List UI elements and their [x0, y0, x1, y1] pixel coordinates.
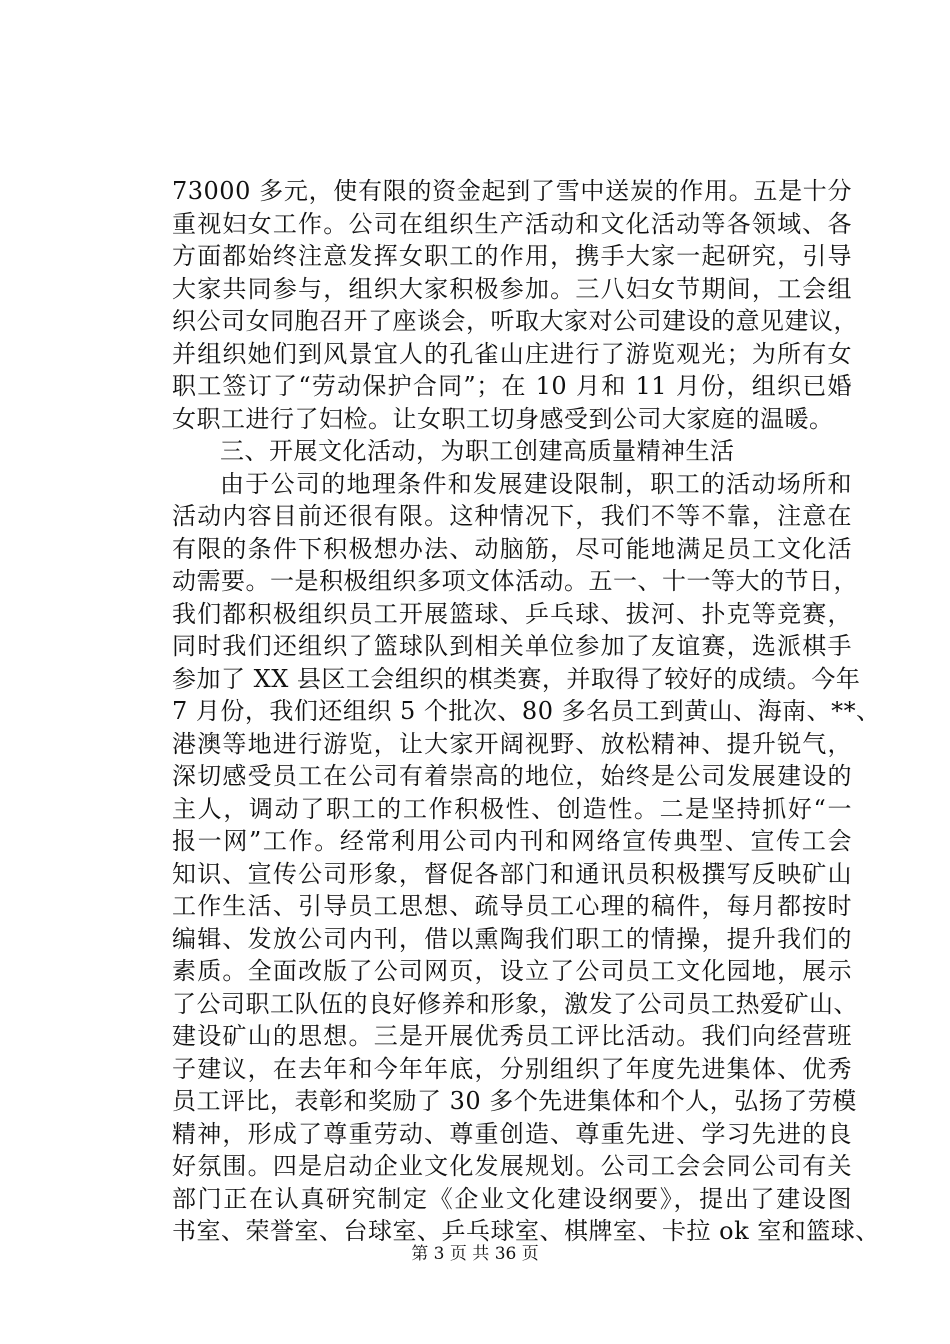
text-line: 三、开展文化活动，为职工创建高质量精神生活	[220, 437, 735, 465]
text-line: 同时我们还组织了篮球队到相关单位参加了友谊赛，选派棋手	[172, 632, 852, 660]
text-line: 有限的条件下积极想办法、动脑筋，尽可能地满足员工文化活	[172, 534, 852, 563]
text-line: 报一网”工作。经常利用公司内刊和网络宣传典型、宣传工会	[172, 827, 852, 855]
text-line: 建设矿山的思想。三是开展优秀员工评比活动。我们向经营班	[172, 1022, 852, 1050]
text-line: 工作生活、引导员工思想、疏导员工心理的稿件，每月都按时	[172, 892, 852, 920]
text-line: 大家共同参与，组织大家积极参加。三八妇女节期间，工会组	[172, 274, 852, 303]
text-line: 女职工进行了妇检。让女职工切身感受到公司大家庭的温暖。	[172, 404, 834, 433]
text-line: 由于公司的地理条件和发展建设限制，职工的活动场所和	[220, 469, 852, 498]
text-line: 方面都始终注意发挥女职工的作用，携手大家一起研究，引导	[172, 242, 852, 270]
text-line: 了公司职工队伍的良好修养和形象，激发了公司员工热爱矿山、	[172, 989, 858, 1018]
text-line: 73000 多元，使有限的资金起到了雪中送炭的作用。五是十分	[172, 177, 852, 205]
document-body	[172, 175, 881, 1248]
text-line: 参加了 XX 县区工会组织的棋类赛，并取得了较好的成绩。今年	[172, 664, 861, 693]
text-line: 7 月份，我们还组织 5 个批次、80 多名员工到黄山、海南、**、	[172, 697, 881, 725]
text-line: 职工签订了“劳动保护合同”；在 10 月和 11 月份，组织已婚	[172, 372, 852, 400]
text-line: 好氛围。四是启动企业文化发展规划。公司工会会同公司有关	[172, 1152, 852, 1180]
text-line: 员工评比，表彰和奖励了 30 多个先进集体和个人，弘扬了劳模	[172, 1087, 857, 1115]
text-line: 子建议，在去年和今年年底，分别组织了年度先进集体、优秀	[172, 1054, 852, 1083]
text-line: 主人，调动了职工的工作积极性、创造性。二是坚持抓好“一	[172, 794, 852, 823]
page-number: 第 3 页 共 36 页	[411, 1244, 539, 1264]
text-line: 并组织她们到风景宜人的孔雀山庄进行了游览观光；为所有女	[172, 339, 852, 368]
text-line: 编辑、发放公司内刊，借以熏陶我们职工的情操，提升我们的	[172, 924, 852, 953]
text-line: 活动内容目前还很有限。这种情况下，我们不等不靠，注意在	[172, 502, 852, 530]
text-line: 织公司女同胞召开了座谈会，听取大家对公司建设的意见建议，	[172, 307, 858, 335]
text-line: 部门正在认真研究制定《企业文化建设纲要》，提出了建设图	[172, 1184, 852, 1213]
text-line: 精神，形成了尊重劳动、尊重创造、尊重先进、学习先进的良	[172, 1119, 852, 1148]
page-footer	[0, 1243, 950, 1265]
text-line: 书室、荣誉室、台球室、乒乓球室、棋牌室、卡拉 ok 室和篮球、	[172, 1217, 880, 1245]
text-line: 港澳等地进行游览，让大家开阔视野、放松精神、提升锐气，	[172, 729, 852, 758]
text-line: 动需要。一是积极组织多项文体活动。五一、十一等大的节日，	[172, 567, 858, 595]
text-line: 素质。全面改版了公司网页，设立了公司员工文化园地，展示	[172, 957, 852, 985]
text-line: 深切感受员工在公司有着崇高的地位，始终是公司发展建设的	[172, 762, 852, 790]
text-line: 重视妇女工作。公司在组织生产活动和文化活动等各领域、各	[172, 209, 852, 238]
text-line: 我们都积极组织员工开展篮球、乒乓球、拔河、扑克等竞赛，	[172, 599, 852, 628]
text-line: 知识、宣传公司形象，督促各部门和通讯员积极撰写反映矿山	[172, 859, 852, 888]
